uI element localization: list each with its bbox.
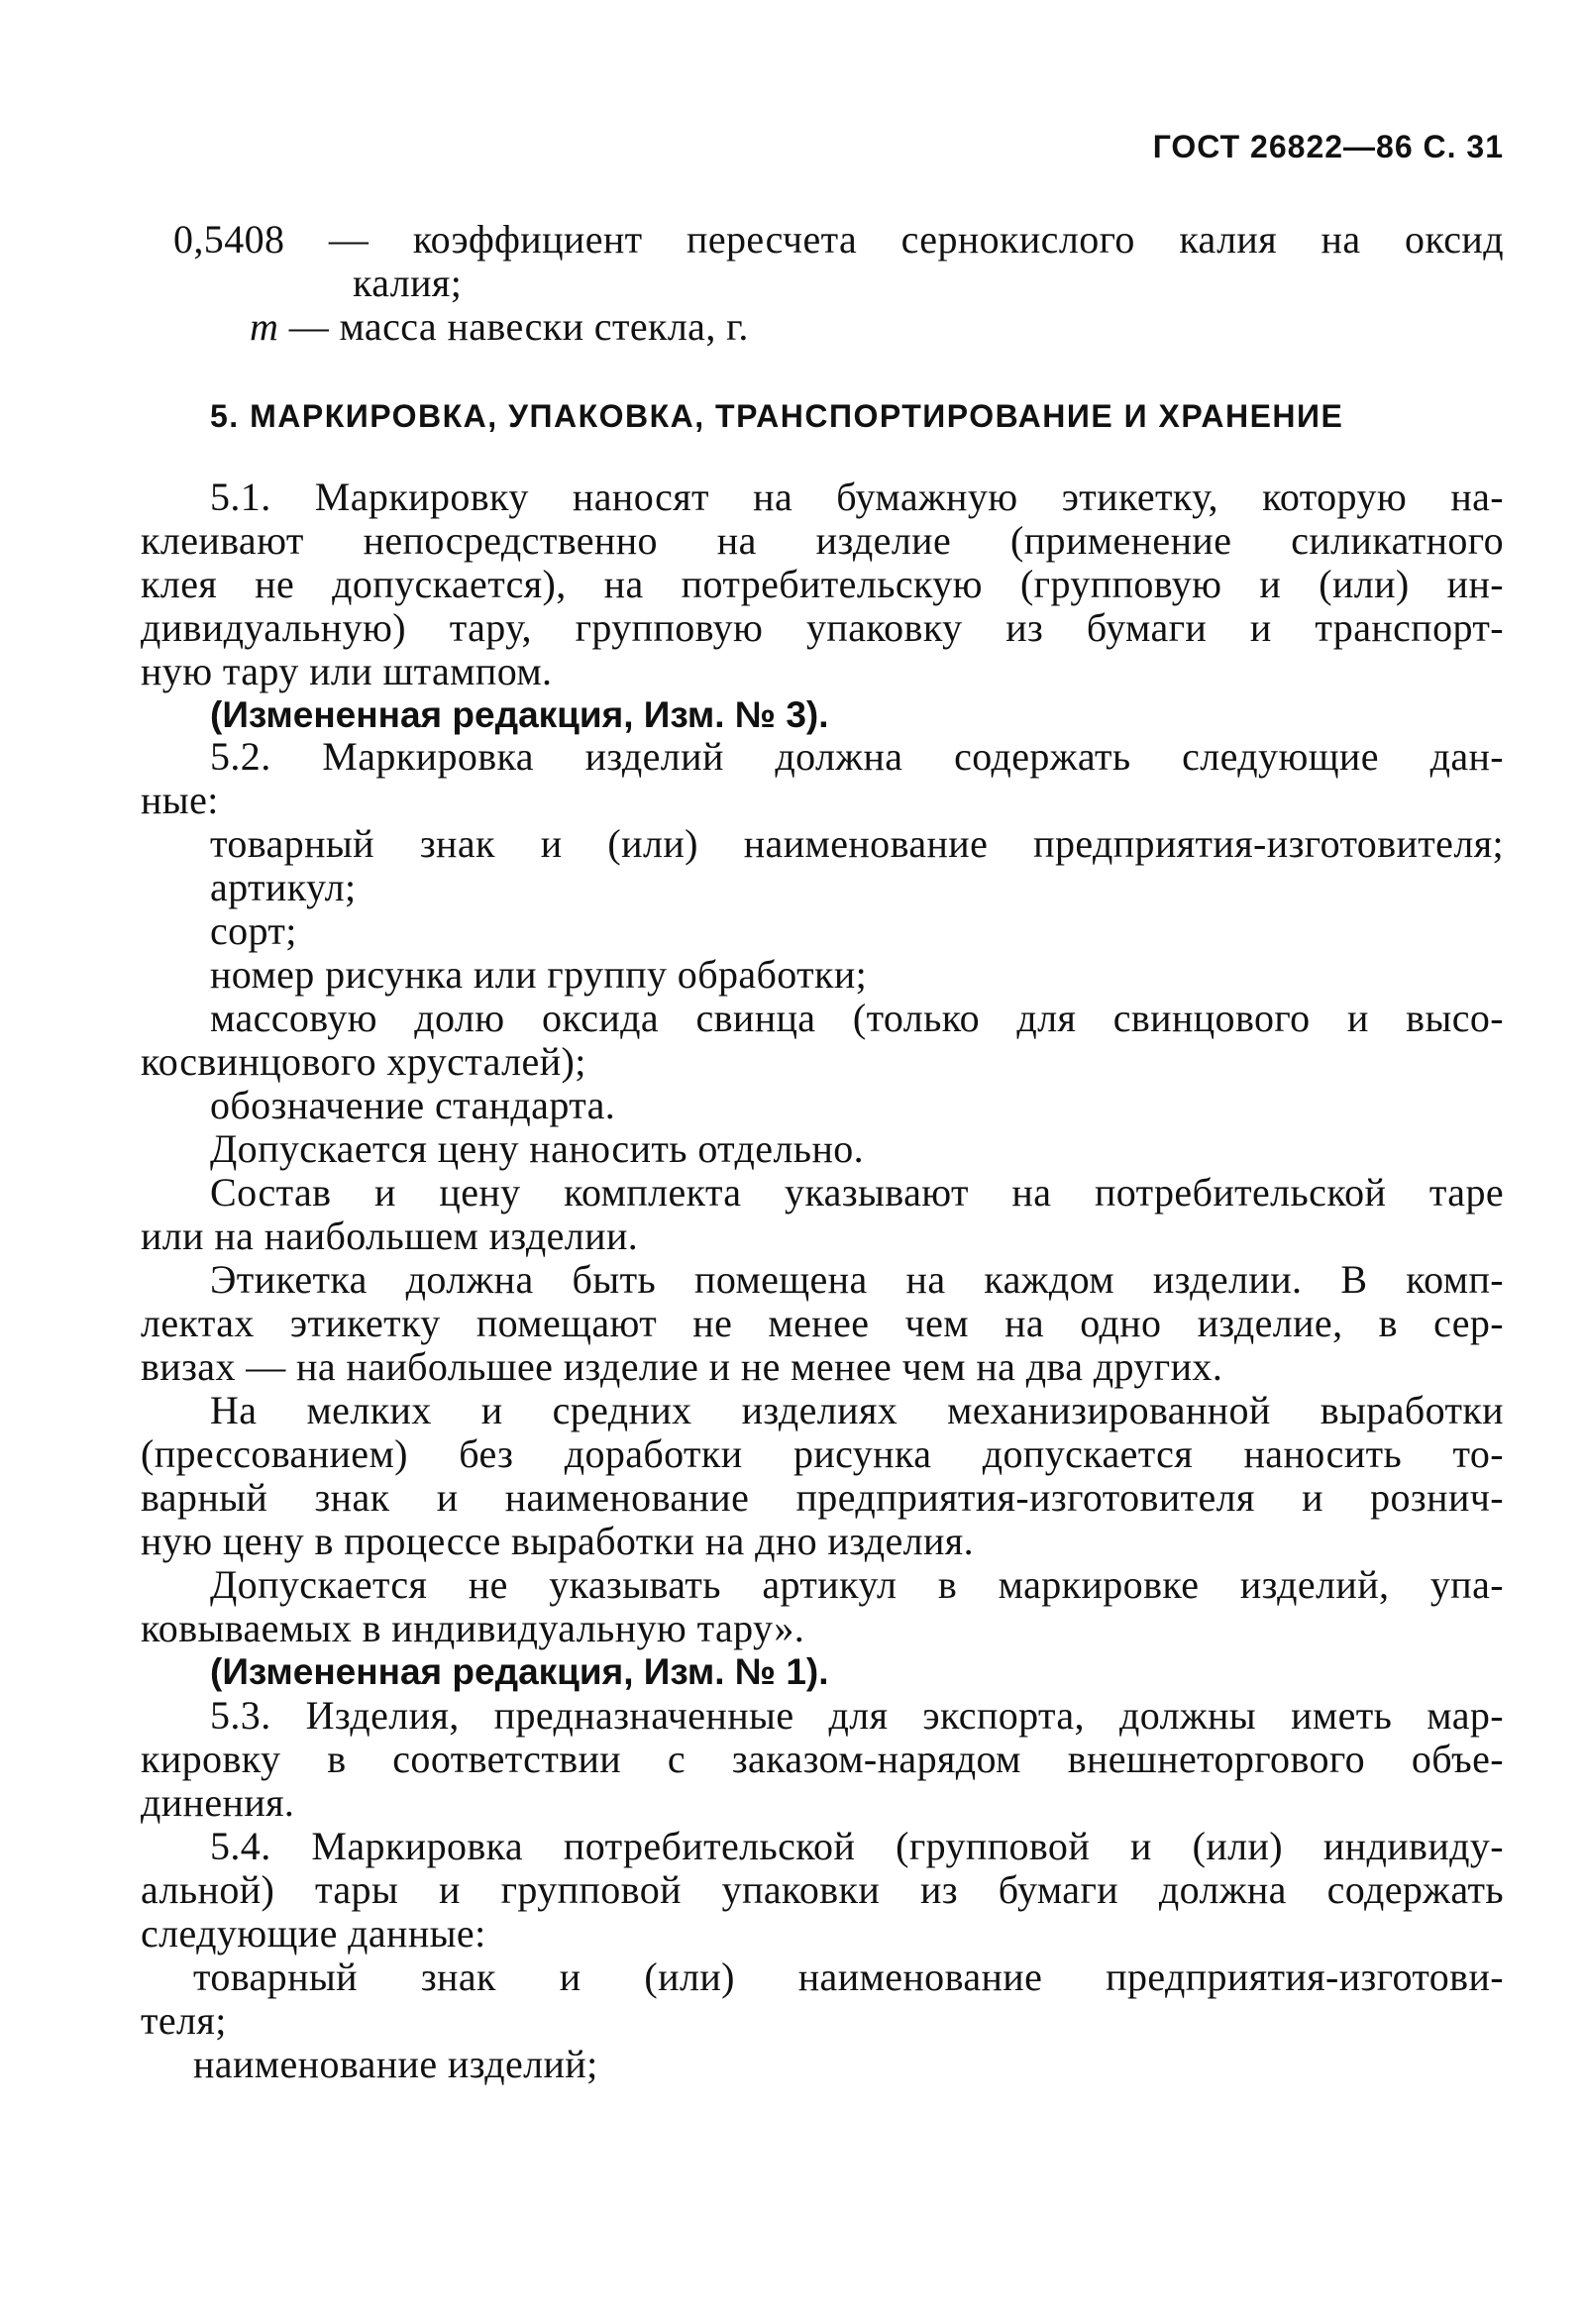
paragraph-line: 5.3. Изделия, предназначенные для экспорта, должны иметь мар- — [210, 1693, 1504, 1738]
list-item: наименование изделий; — [193, 2042, 598, 2086]
list-item: сорт; — [210, 908, 297, 953]
paragraph-line: 5.4. Маркировка потребительской (групповой и (или) индивиду- — [210, 1824, 1504, 1868]
list-item: артикул; — [210, 865, 357, 909]
formula-symbol: m — [250, 304, 279, 349]
section-title: 5. МАРКИРОВКА, УПАКОВКА, ТРАНСПОРТИРОВАНИЕ И ХРАНЕНИЕ — [210, 398, 1344, 434]
list-item: товарный знак и (или) наименование предприятия-изготови- — [193, 1954, 1504, 1999]
list-item: массовую долю оксида свинца (только для свинцового и высо- — [210, 996, 1504, 1040]
formula-note-line: калия; — [353, 261, 463, 305]
paragraph-line: дивидуальную) тару, групповую упаковку из бумаги и транспорт- — [141, 605, 1504, 650]
paragraph-line: 5.2. Маркировка изделий должна содержать следующие дан- — [210, 734, 1504, 779]
formula-note-line: 0,5408 — коэффициент пересчета сернокислого калия на оксид — [173, 217, 1504, 262]
page-header: ГОСТ 26822—86 С. 31 — [1152, 129, 1504, 164]
paragraph-line: или на наибольшем изделии. — [141, 1214, 639, 1258]
paragraph-line: (прессованием) без доработки рисунка допускается наносить то- — [141, 1431, 1504, 1476]
list-item: обозначение стандарта. — [210, 1083, 616, 1127]
paragraph-line: клея не допускается), на потребительскую (групповую и (или) ин- — [141, 562, 1504, 606]
paragraph-line: динения. — [141, 1780, 295, 1825]
paragraph-line: ные: — [141, 778, 219, 822]
amendment-note: (Измененная редакция, Изм. № 1). — [210, 1651, 829, 1692]
paragraph-line: варный знак и наименование предприятия-изготовителя и рознич- — [141, 1475, 1504, 1520]
list-item: товарный знак и (или) наименование предприятия-изготовителя; — [210, 821, 1504, 866]
paragraph-line: альной) тары и групповой упаковки из бумаги должна содержать — [141, 1867, 1504, 1912]
paragraph-line: клеивают непосредственно на изделие (применение силикатного — [141, 518, 1504, 563]
formula-note-text: — масса навески стекла, г. — [278, 304, 749, 349]
amendment-note: (Измененная редакция, Изм. № 3). — [210, 694, 829, 735]
paragraph-line: следующие данные: — [141, 1911, 486, 1955]
list-item: номер рисунка или группу обработки; — [210, 952, 868, 997]
list-item: теля; — [141, 1998, 227, 2043]
paragraph-line: ную тару или штампом. — [141, 649, 553, 693]
paragraph-line: кировку в соответствии с заказом-нарядом внешнеторгового объе- — [141, 1737, 1504, 1781]
paragraph-line: Допускается не указывать артикул в маркировке изделий, упа- — [210, 1562, 1504, 1607]
formula-note-line — [250, 305, 749, 349]
paragraph-line: На мелких и средних изделиях механизированной выработки — [210, 1388, 1504, 1432]
paragraph-line: Состав и цену комплекта указывают на потребительской таре — [210, 1170, 1504, 1215]
paragraph-line: ную цену в процессе выработки на дно изделия. — [141, 1519, 974, 1563]
paragraph-line: визах — на наибольшее изделие и не менее чем на два других. — [141, 1344, 1223, 1389]
paragraph-line: лектах этикетку помещают не менее чем на одно изделие, в сер- — [141, 1301, 1504, 1345]
paragraph-line: ковываемых в индивидуальную тару». — [141, 1606, 805, 1650]
paragraph-line: Допускается цену наносить отдельно. — [210, 1126, 865, 1171]
paragraph-line: 5.1. Маркировку наносят на бумажную этикетку, которую на- — [210, 475, 1504, 519]
list-item: косвинцового хрусталей); — [141, 1039, 586, 1084]
paragraph-line: Этикетка должна быть помещена на каждом изделии. В комп- — [210, 1257, 1504, 1302]
